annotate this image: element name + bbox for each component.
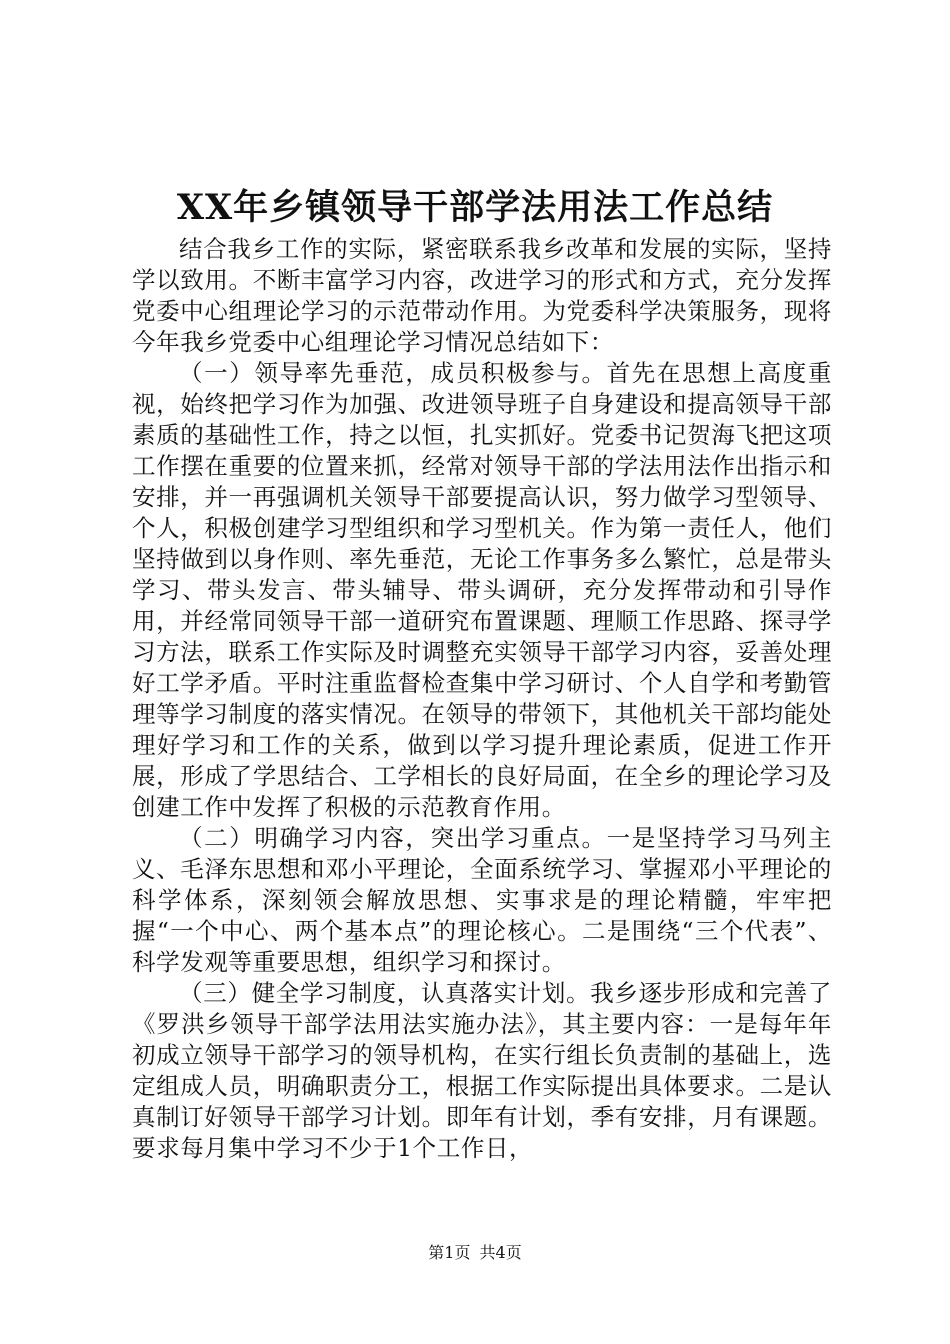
page-total: 共4页	[479, 1243, 522, 1262]
paragraph-section-3: （三）健全学习制度，认真落实计划。我乡逐步形成和完善了《罗洪乡领导干部学法用法实施办法》，其主要内容：一是每年年初成立领导干部学习的领导机构，在实行组长负责制的基础上，选定组成人员，明确职责分工，根据工作实际提出具体要求。二是认真制订好领导干部学习计划。即年有计划，季有安排，月有课题。要求每月集中学习不少于1个工作日，	[132, 979, 832, 1162]
document-title: XX年乡镇领导干部学法用法工作总结	[176, 187, 774, 228]
page-number: 第1页	[428, 1243, 471, 1262]
page-footer	[0, 1243, 950, 1263]
paragraph-intro: 结合我乡工作的实际，紧密联系我乡改革和发展的实际，坚持学以致用。不断丰富学习内容，改进学习的形式和方式，充分发挥党委中心组理论学习的示范带动作用。为党委科学决策服务，现将今年我乡党委中心组理论学习情况总结如下：	[132, 235, 832, 356]
paragraph-section-2: （二）明确学习内容，突出学习重点。一是坚持学习马列主义、毛泽东思想和邓小平理论，全面系统学习、掌握邓小平理论的科学体系，深刻领会解放思想、实事求是的理论精髓，牢牢把握“一个中心、两个基本点”的理论核心。二是围绕“三个代表”、科学发观等重要思想，组织学习和探讨。	[132, 824, 832, 976]
paragraph-section-1: （一）领导率先垂范，成员积极参与。首先在思想上高度重视，始终把学习作为加强、改进领导班子自身建设和提高领导干部素质的基础性工作，持之以恒，扎实抓好。党委书记贺海飞把这项工作摆在重要的位置来抓，经常对领导干部的学法用法作出指示和安排，并一再强调机关领导干部要提高认识，努力做学习型领导、个人，积极创建学习型组织和学习型机关。作为第一责任人，他们坚持做到以身作则、率先垂范，无论工作事务多么繁忙，总是带头学习、带头发言、带头辅导、带头调研，充分发挥带动和引导作用，并经常同领导干部一道研究布置课题、理顺工作思路、探寻学习方法，联系工作实际及时调整充实领导干部学习内容，妥善处理好工学矛盾。平时注重监督检查集中学习研讨、个人自学和考勤管理等学习制度的落实情况。在领导的带领下，其他机关干部均能处理好学习和工作的关系，做到以学习提升理论素质，促进工作开展，形成了学思结合、工学相长的良好局面，在全乡的理论学习及创建工作中发挥了积极的示范教育作用。	[132, 359, 832, 821]
document-body	[132, 234, 832, 1164]
